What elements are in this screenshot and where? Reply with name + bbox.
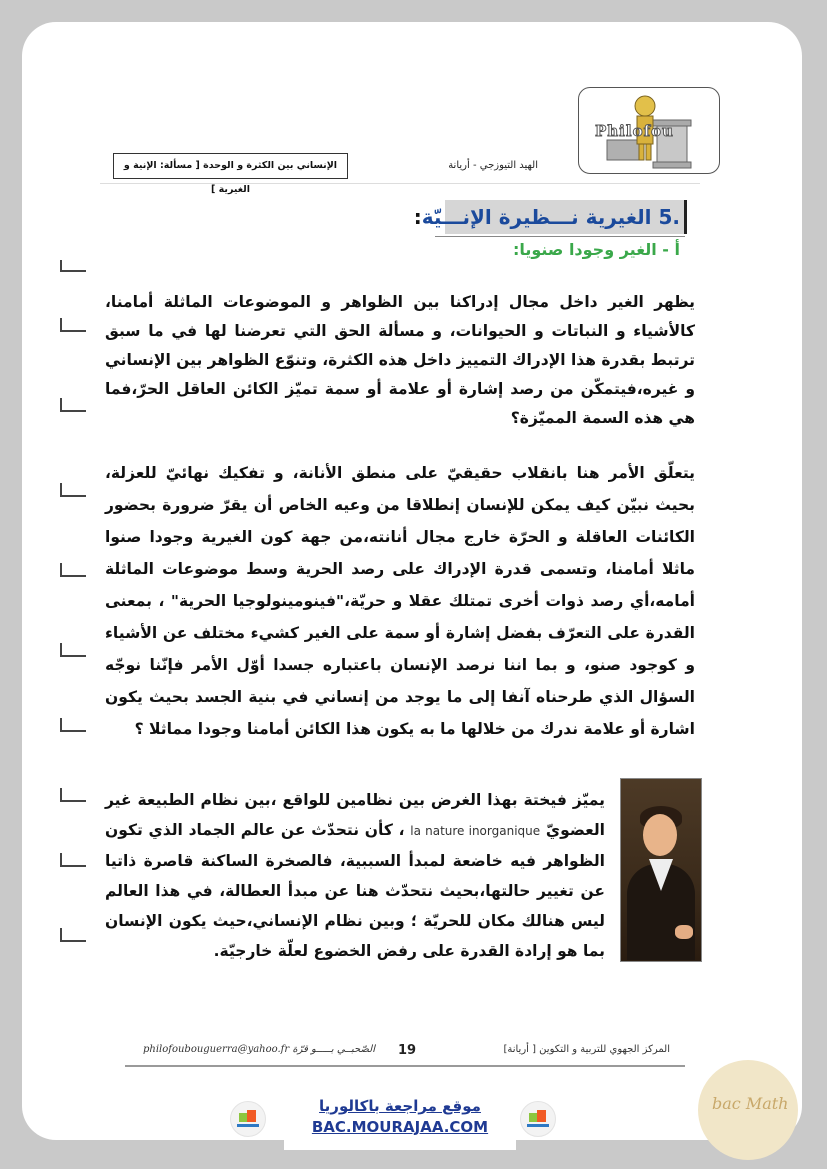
site-watermark[interactable] — [284, 1094, 516, 1150]
logo-text: Philofou — [595, 122, 674, 140]
french-term: la nature inorganique — [410, 824, 541, 838]
header-topic-box: الإنساني بين الكثرة و الوحدة [ مسألة: الإنية و الغيرية ] — [113, 153, 348, 179]
paragraph-3-part-1: يميّز فيختة بهذا الغرض بين نظامين للواقع ،بين نظام الطبيعة غير العضويّ — [105, 791, 605, 839]
paragraph-2: يتعلّق الأمر هنا بانقلاب حقيقيّ على منطق الأنانة، و تفكيك نهائيّ للعزلة، بحيث نبيّن كيف يمكن للإنسان إنطلاقا من وعيه الخاص أن يقرّ ضرورة بحضور الكائنات العاقلة و الحرّة خارج مجال أنانته،من جهة كون الغيرية وجودا صنوا ماثلا أمامنا، وتسمى قدرة الإدراك على رصد الحرية وسط موضوعات الماثلة أمامه،أي رصد ذوات أخرى تمتلك عقلا و حريّة،"فينومينولوجيا الحرية" ، بمعنى القدرة على التعرّف بفضل إشارة أو سمة على الغير كشيء مختلف عن الأشياء و كوجود صنو، و بما اننا نرصد الإنسان باعتباره جسدا أوّل الأمر فإنّنا نوجّه السؤال الذي طرحناه آنفا إلى ما يوجد من إنساني في بنية الجسد بحيث يكون اشارة أو علامة ندرك من خلالها ما به يكون هذا الكائن أمامنا وجودا مماثلا ؟ — [105, 464, 695, 738]
philofou-logo — [578, 87, 720, 174]
footer-author — [143, 1044, 383, 1055]
footer-center: المركز الجهوي للتربية و التكوين [ أريانة] — [503, 1044, 670, 1055]
book-icon — [230, 1101, 266, 1137]
header-author: الهيد التيوزجي - أريانة — [448, 160, 538, 171]
footer-divider — [125, 1065, 685, 1067]
book-icon — [520, 1101, 556, 1137]
watermark-url[interactable]: BAC.MOURAJAA.COM — [311, 1118, 489, 1136]
subheading: أ - الغير وجودا صنويا: — [512, 240, 680, 259]
section-title: الغيرية نـــظيرة الإنـــيّة — [421, 205, 652, 229]
footer-email: philofoubouguerra@yahoo.fr — [143, 1044, 290, 1055]
footer-name: الصّحبــي بـــــو قرّة — [292, 1044, 375, 1055]
paragraph-3 — [105, 785, 605, 966]
margin-decoration — [60, 200, 90, 960]
section-colon: : — [413, 205, 422, 229]
page-number: 19 — [397, 1043, 417, 1058]
paragraph-3-part-2: ، كأن نتحدّث عن عالم الجماد الذي تكون الظواهر فيه خاضعة لمبدأ السببية، فالصخرة الساكنة قاصرة ذاتيا عن تغيير حالتها،بحيث نتحدّث هنا عن مبدأ العطالة، في هذا العالم ليس هنالك مكان للحريّة ؛ وبين نظام الإنساني،حيث يكون الإنسان بما هو إرادة القدرة على رفض الخضوع لعلّة خارجيّة. — [105, 821, 605, 960]
paragraph-1: يظهر الغير داخل مجال إدراكنا بين الظواهر و الموضوعات الماثلة أمامنا، كالأشياء و النباتات و الحيوانات، و مسألة الحق التي تعرضنا لها في ما سبق ترتبط بقدرة هذا الإدراك التمييز داخل هذه الكثرة، وتنوّع الظواهر بين الإنساني و غيره،فيتمكّن من رصد إشارة أو علامة أو سمة تميّز الكائن العاقل الحرّ،فما هي هذه السمة المميّزة؟ — [105, 293, 695, 427]
watermark-arabic[interactable]: موقع مراجعة باكالوريا — [319, 1097, 481, 1115]
section-heading — [413, 200, 687, 234]
section-number: .5 — [658, 205, 680, 229]
fichte-portrait — [620, 778, 702, 962]
bac-math-text: bac Math — [712, 1094, 789, 1113]
header-divider — [100, 183, 700, 184]
heading-underline — [435, 236, 685, 237]
